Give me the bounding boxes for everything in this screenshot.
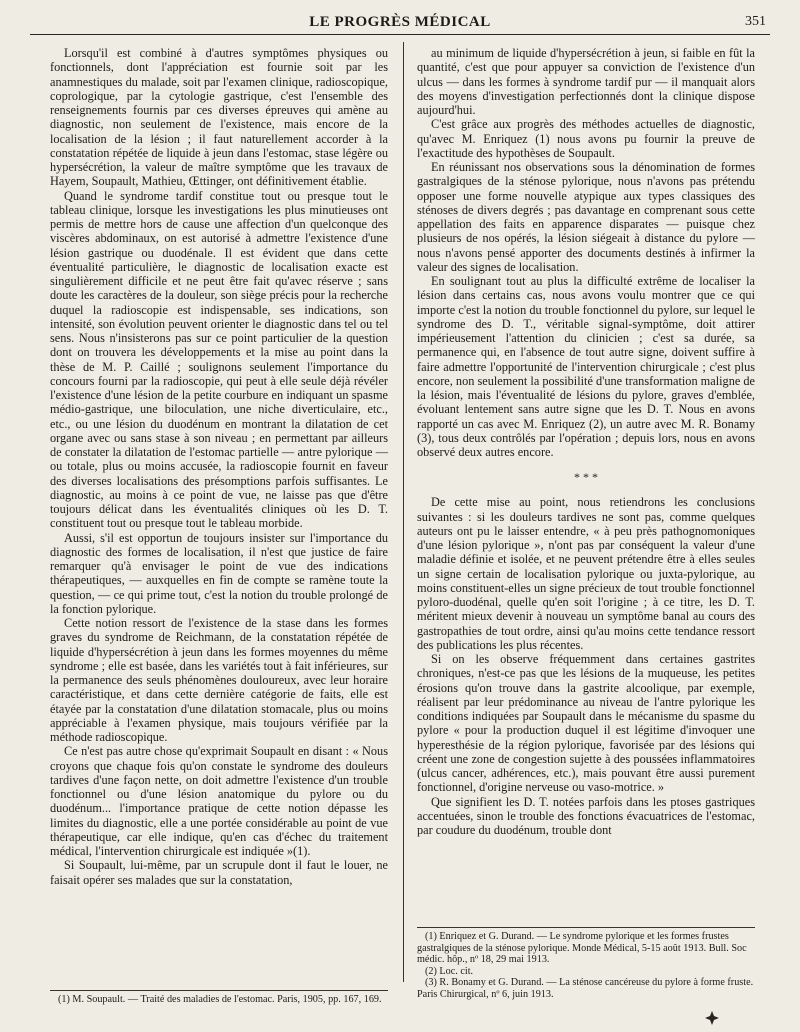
paragraph: Aussi, s'il est opportun de toujours insister sur l'importance du diagnostic des formes de localisation, il n'est que justice de faire remarquer qu'à envisager le point de vue des indications thérapeutiques, — auxquelles en fin de compte se ramène toute la question, — ce qui prime tout, c'est la notion du trouble prolongé de la fonction pylorique. (50, 530, 388, 616)
right-column (417, 46, 755, 837)
paragraph: De cette mise au point, nous retiendrons les conclusions suivantes : si les douleurs tardives ne sont pas, comme quelques auteurs ont pu le laisser entendre, « à peu près pathognomoniques d'une lésion pylorique », n'ont pas par conséquent la valeur d'une maladie définie et isolée, et ne peuvent prétendre être à elles seules un signe certain de localisation pylorique ou juxta-pylorique, au moins constituent-elles un signe précieux de tout trouble fonctionnel pyloro-duodénal, quelle qu'en soit l'origine ; à ce titre, les D. T. méritent mieux devenir à nouveau un symptôme banal au cours des gastropathies de tout ordre, ainsi qu'au moins cette tendance ressort des publications les plus récentes. (417, 495, 755, 652)
paragraph: Si Soupault, lui-même, par un scrupule dont il faut le louer, ne faisait opérer ses malades que sur la constatation, (50, 858, 388, 887)
footnote: (3) R. Bonamy et G. Durand. — La sténose cancéreuse du pylore à forme fruste. Paris Chirurgical, nº 6, juin 1913. (417, 977, 754, 1000)
footnote: (2) Loc. cit. (425, 965, 474, 977)
paragraph: Ce n'est pas autre chose qu'exprimait Soupault en disant : « Nous croyons que chaque fois qu'on constate le syndrome des douleurs tardives d'une façon nette, on doit admettre l'existence d'un trouble fonctionnel ou d'une lésion anatomique du pylore ou du duodénum... l'importance pratique de cette notion dépasse les limites du diagnostic, elle a une portée considérable au point de vue thérapeutique, car elle indique, qu'en cas d'échec du traitement médical, l'intervention chirurgicale est indiquée »(1). (50, 744, 388, 858)
paragraph: C'est grâce aux progrès des méthodes actuelles de diagnostic, qu'avec M. Enriquez (1) nous avons pu fournir la preuve de l'exactitude des hypothèses de Soupault. (417, 117, 755, 160)
paragraph: Si on les observe fréquemment dans certaines gastrites chroniques, n'est-ce pas que les lésions de la muqueuse, les petites érosions qu'on trouve dans la gastrite alcoolique, par exemple, réalisent par leur prédominance au niveau de l'antre pylorique les conditions indiquées par Soupault dans le mécanisme du spasme du pylore « pour la production duquel il est légitime d'invoquer une hyperesthésie de la région pylorique, favorisée par des lésions qui créent une zone de congestion sujette à des poussées inflammatoires (ulcus cancer, adhérences, etc.), mais pouvant être aussi purement fonctionnel, d'origine nerveuse ou vaso-motrice. » (417, 652, 755, 795)
page-header (30, 10, 770, 35)
paragraph: Lorsqu'il est combiné à d'autres symptômes physiques ou fonctionnels, dont l'appréciation est fournie soit par les anamnestiques du malade, soit par l'examen clinique, radioscopique, coprologique, par la cytologie gastrique, c'est l'ensemble des renseignements fournis par ces diverses épreuves qui amène au diagnostic, non seulement de l'existence, mais encore de la localisation de la lésion ; il faut naturellement accorder à la constatation répétée de liquide à jeun dans l'estomac, stase légère ou hypersécrétion, la valeur de maître symptôme que les travaux de Hayem, Soupault, Mathieu, Œttinger, ont définitivement établie. (50, 46, 388, 189)
page-number: 351 (745, 14, 766, 29)
left-column (50, 46, 388, 887)
footnote: (1) M. Soupault. — Traité des maladies de l'estomac. Paris, 1905, pp. 167, 169. (58, 994, 382, 1005)
paragraph: Que signifient les D. T. notées parfois dans les ptoses gastriques accentuées, sinon le trouble des fonctions évacuatrices de l'estomac, par coudure du duodénum, trouble dont (417, 794, 755, 837)
running-title: LE PROGRÈS MÉDICAL (309, 14, 491, 30)
footnote: (1) Enriquez et G. Durand. — Le syndrome pylorique et les formes frustes gastralgiques de la sténose pylorique. Monde Médical, 5-15 août 1913. Bull. Soc médic. hôp., nº 18, 29 mai 1913. (417, 931, 747, 966)
right-footnotes (417, 927, 755, 1001)
left-footnotes (50, 990, 388, 1006)
column-divider (403, 42, 404, 982)
paragraph: Cette notion ressort de l'existence de la stase dans les formes graves du syndrome de Reichmann, de la constatation répétée de liquide d'hypersécrétion à jeun dans les formes moyennes du même syndrome ; elle est basée, dans les variétés tout à fait inférieures, sur la permanence des seuls phénomènes douloureux, avec leur horaire caractéristique, et dans cette dernière catégorie de faits, elle est étayée par la constatation d'une dilatation stomacale, plus ou moins appréciable à l'examen physique, mais toujours vérifiée par la méthode radioscopique. (50, 616, 388, 744)
paragraph: au minimum de liquide d'hypersécrétion à jeun, si faible en fût la quantité, c'est que pour appuyer sa conviction de l'existence d'un ulcus — dans les formes à syndrome tardif pur — il manquait alors des moyens d'investigation perfectionnés dont la clinique dispose aujourd'hui. (417, 46, 755, 117)
section-separator: * * * (574, 470, 598, 485)
paragraph: Quand le syndrome tardif constitue tout ou presque tout le tableau clinique, lorsque les investigations les plus minutieuses ont permis de mettre hors de cause une affection d'un quelconque des viscères abdominaux, on est autorisé à admettre l'existence d'une lésion gastrique ou duodénale. Il est évident que dans cette éventualité particulière, le diagnostic de localisation exacte est singulièrement difficile et ne peut être fait qu'avec réserve ; sans doute les caractères de la douleur, son siège précis pour la recherche duquel la radioscopie est indispensable, ses indications, son intensité, son évolution peuvent orienter le diagnostic dans tel ou tel sens. Nous n'insisterons pas sur ce point particulier de la question dont on trouvera les développements et la mise au point dans la thèse de M. P. Caillé ; soulignons seulement l'importance du concours fourni par la radioscopie, qui peut à elle seule déjà révéler l'existence d'une lésion de la petite courbure en indiquant un spasme médio-gastrique, une biloculation, une niche diverticulaire, etc., etc., ou une lésion du duodénum en montrant la dilatation de cet organe avec ou sans stase à son niveau ; en permettant par ailleurs de constater la dilatation de l'estomac partielle — antre pylorique — ou totale, plus ou moins accusée, la radioscopie fournit en faveur des diverses localisations des présomptions parfois suffisantes. Le diagnostic, au moins à ce point de vue, ne laisse pas que d'être toujours délicat dans les éventualités cliniques où les D. T. constituent tout ou presque tout le tableau morbide. (50, 188, 388, 531)
paragraph: En réunissant nos observations sous la dénomination de formes gastralgiques de la sténose pylorique, nous n'avons pas prétendu opposer une forme nouvelle atypique aux types classiques des sténoses de divers degrés ; pas davantage en comprenant sous cette appellation des faits en apparence disparates — puisque chez plusieurs de nos opérés, la lésion siégeait à distance du pylore — nous n'avons pensé apporter des documents destinés à infirmer la valeur des signes de localisation. (417, 160, 755, 274)
fleuron-ornament-icon (704, 1010, 720, 1026)
paragraph: En soulignant tout au plus la difficulté extrême de localiser la lésion dans certains cas, nous avons voulu montrer que ce qui importe c'est la notion du trouble fonctionnel du pylore, sur lequel le syndrome des D. T., véritable signal-symptôme, doit attirer impérieusement l'attention du clinicien ; c'est sa durée, sa permanence qui, en l'absence de tout autre signe, doivent suffire à faire admettre l'opportunité de l'intervention chirurgicale ; c'est plus encore, non seulement la possibilité d'une transformation maligne de la lésion, mais l'éventualité de lésions du pylore, graves d'emblée, évoluant lentement sans autre signe que les D. T. Nous en avons rapporté un cas avec M. Enriquez (2), un autre avec M. R. Bonamy (3), tous deux contrôlés par l'opération ; depuis lors, nous en avons observé deux autres encore. (417, 274, 755, 459)
